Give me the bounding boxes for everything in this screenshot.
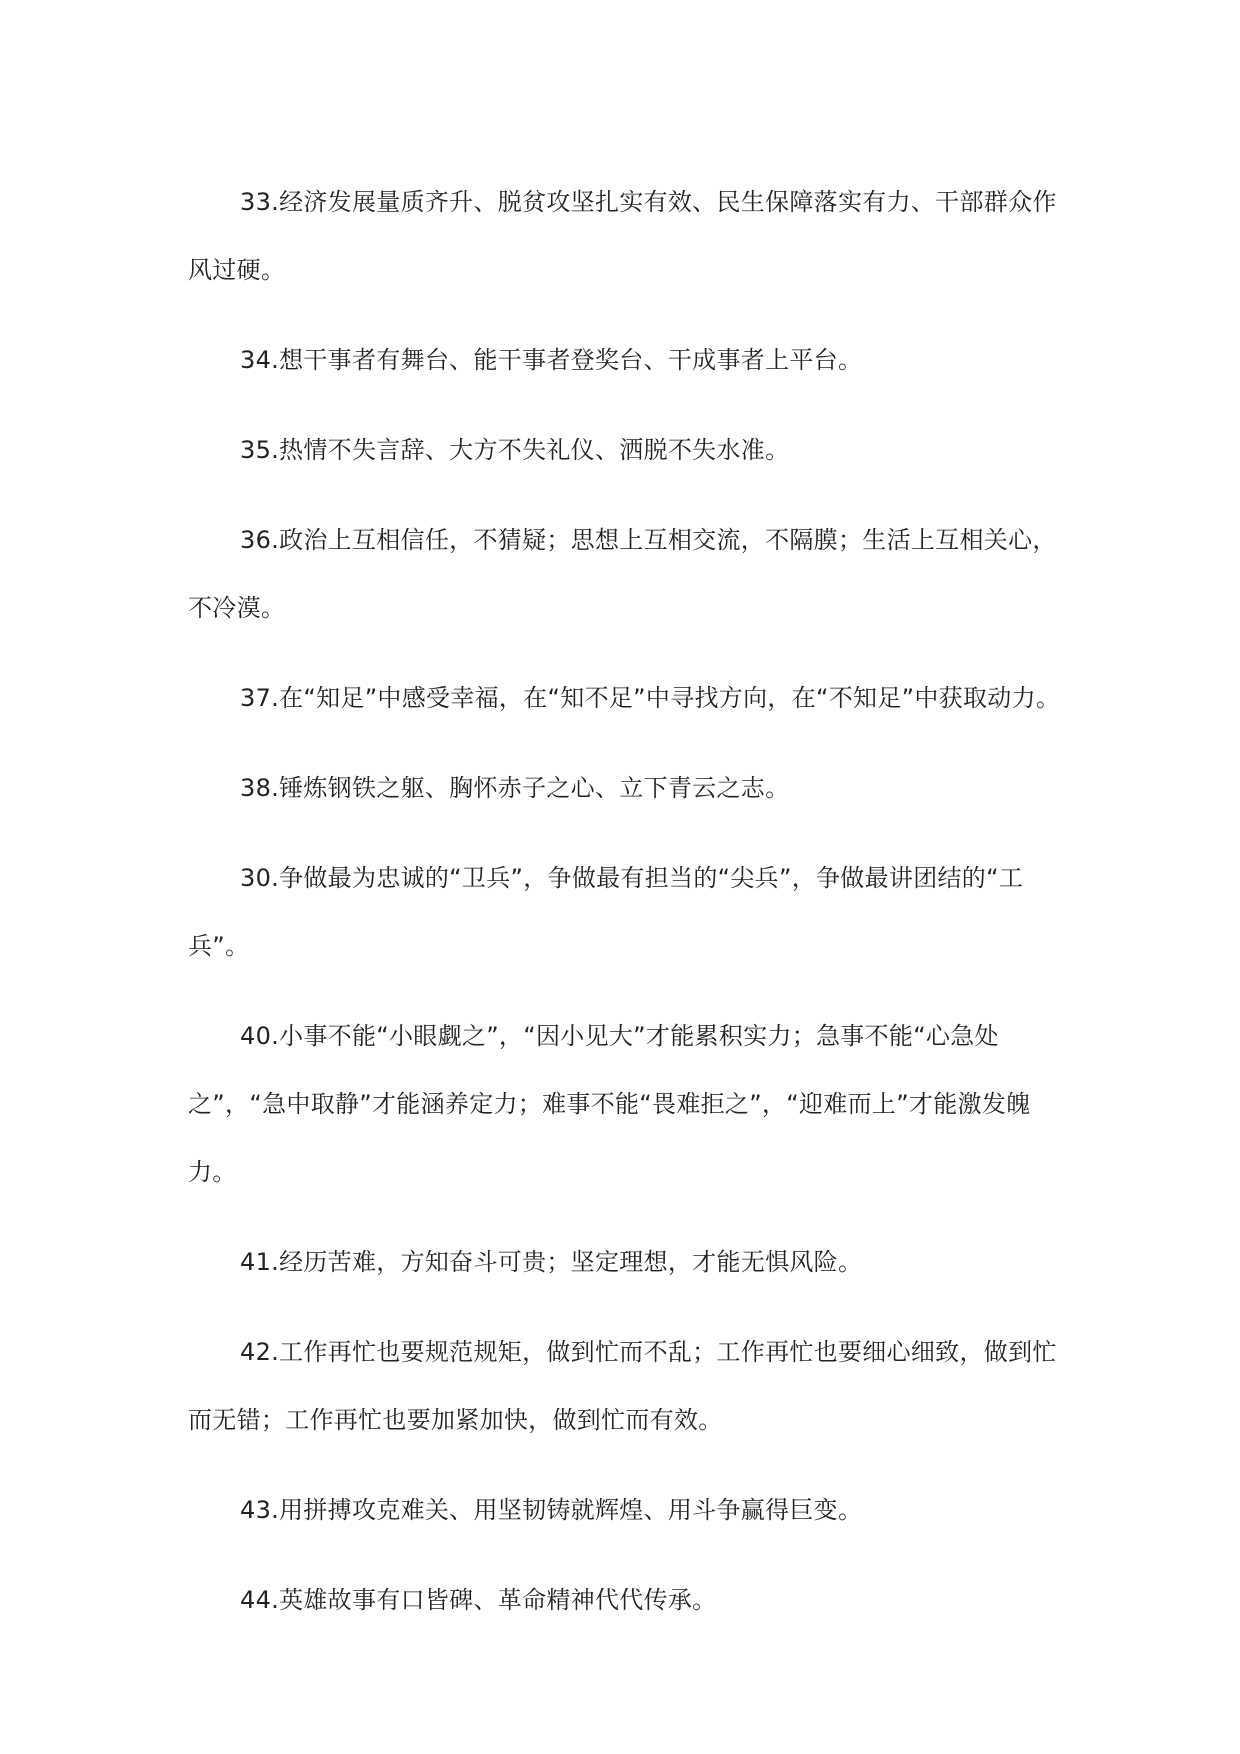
paragraph-41: 41.经历苦难，方知奋斗可贵；坚定理想，才能无惧风险。 (240, 1248, 863, 1276)
paragraph-33: 33.经济发展量质齐升、脱贫攻坚扎实有效、民生保障落实有力、干部群众作风过硬。 (188, 188, 1057, 284)
paragraph-44: 44.英雄故事有口皆碑、革命精神代代传承。 (240, 1586, 717, 1614)
paragraph-40: 40.小事不能“小眼觑之”，“因小见大”才能累积实力；急事不能“心急处之”，“急中取静”才能涵养定力；难事不能“畏难拒之”，“迎难而上”才能激发魄力。 (188, 1022, 1031, 1186)
paragraph-37: 37.在“知足”中感受幸福，在“知不足”中寻找方向，在“不知足”中获取动力。 (240, 684, 1061, 712)
document-page (188, 168, 1068, 1656)
paragraph-30: 30.争做最为忠诚的“卫兵”，争做最有担当的“尖兵”，争做最讲团结的“工兵”。 (188, 864, 1024, 960)
paragraph-43: 43.用拼搏攻克难关、用坚韧铸就辉煌、用斗争赢得巨变。 (240, 1496, 863, 1524)
paragraph-36: 36.政治上互相信任，不猜疑；思想上互相交流，不隔膜；生活上互相关心，不冷漠。 (188, 526, 1057, 622)
paragraph-35: 35.热情不失言辞、大方不失礼仪、洒脱不失水准。 (240, 436, 790, 464)
paragraph-42: 42.工作再忙也要规范规矩，做到忙而不乱；工作再忙也要细心细致，做到忙而无错；工作再忙也要加紧加快，做到忙而有效。 (188, 1338, 1057, 1434)
paragraph-34: 34.想干事者有舞台、能干事者登奖台、干成事者上平台。 (240, 346, 863, 374)
paragraph-38: 38.锤炼钢铁之躯、胸怀赤子之心、立下青云之志。 (240, 774, 790, 802)
